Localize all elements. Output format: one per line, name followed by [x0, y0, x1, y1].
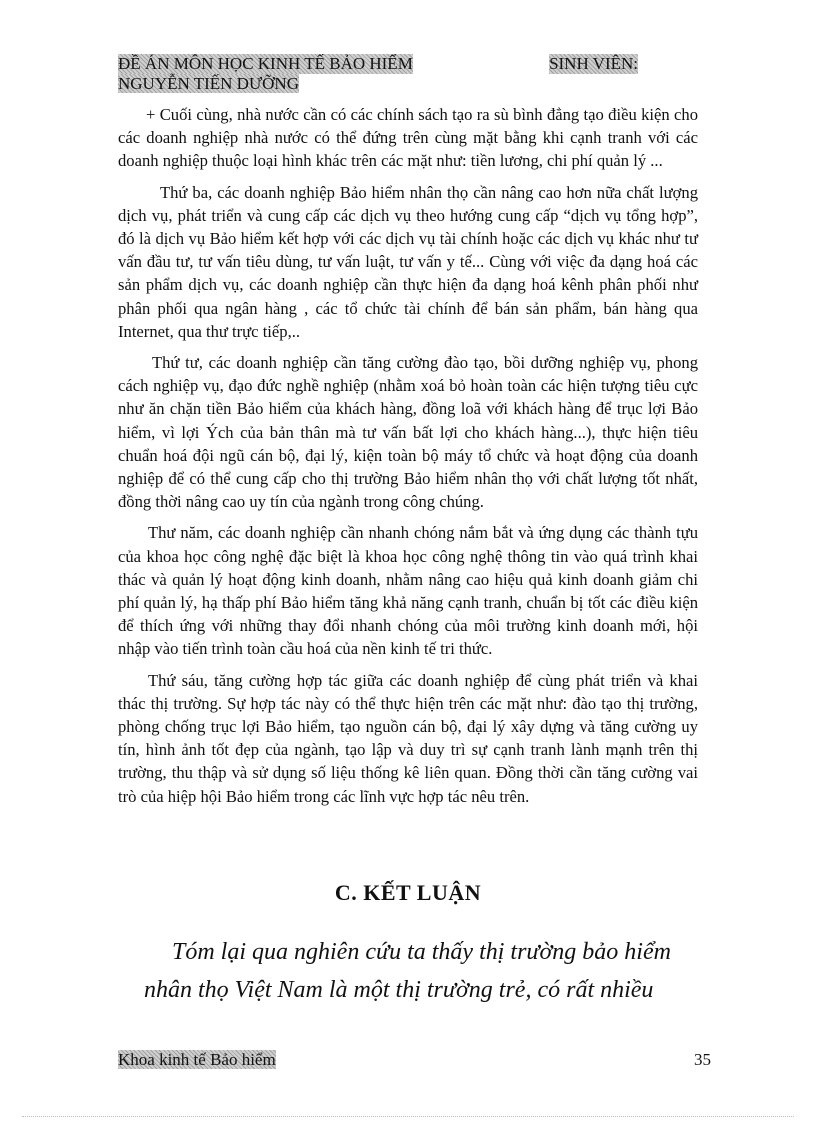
conclusion-text — [118, 933, 718, 1009]
document-title: ĐỀ ÁN MÔN HỌC KINH TẾ BẢO HIỂM — [118, 54, 413, 73]
body-text — [118, 103, 698, 808]
conclusion-line-1: Tóm lại qua nghiên cứu ta thấy thị trường bảo hiểm — [172, 939, 671, 965]
faculty-name: Khoa kinh tế Bảo hiểm — [118, 1050, 276, 1069]
paragraph-sixth: Thứ sáu, tăng cường hợp tác giữa các doanh nghiệp để cùng phát triển và khai thác thị trường. Sự hợp tác này có thể thực hiện trên các mặt như: đào tạo thị trường, phòng chống trục lợi Bảo hiểm, tạo nguồn cán bộ, đại lý xây dựng và tăng cường uy tín, hình ảnh tốt đẹp của ngành, tạo lập và duy trì sự cạnh tranh lành mạnh trên thị trường, thu thập và sử dụng số liệu thống kê liên quan. Đồng thời cần tăng cường vai trò của hiệp hội Bảo hiểm trong các lĩnh vực hợp tác nêu trên. — [118, 670, 698, 806]
paragraph-final-policy: + Cuối cùng, nhà nước cần có các chính sách tạo ra sù bình đẳng tạo điều kiện cho các doanh nghiệp nhà nước có thể đứng trên cùng mặt bằng khi cạnh tranh với các doanh nghiệp thuộc loại hình khác trên các mặt như: tiền lương, chi phí quản lý ... — [118, 105, 698, 171]
paragraph-fourth: Thứ tư, các doanh nghiệp cần tăng cường đào tạo, bồi dưỡng nghiệp vụ, phong cách nghiệp vụ, đạo đức nghề nghiệp (nhằm xoá bỏ hoàn toàn các hiện tượng tiêu cực như ăn chặn tiền Bảo hiểm của khách hàng, đồng loã với khách hàng để trục lợi Bảo hiểm, vì lợi Ých của bản thân mà tư vấn bất lợi cho khách hàng...), thực hiện tiêu chuẩn hoá đội ngũ cán bộ, đại lý, kiện toàn bộ máy tổ chức và hoạt động của doanh nghiệp để có thể cung cấp cho thị trường Bảo hiểm nhân thọ với chất lượng tốt nhất, đồng thời nâng cao uy tín của ngành trong công chúng. — [118, 353, 698, 512]
paragraph-fifth: Thư năm, các doanh nghiệp cần nhanh chóng nắm bắt và ứng dụng các thành tựu của khoa học công nghệ đặc biệt là khoa học công nghệ thông tin vào quá trình khai thác và quản lý hoạt động kinh doanh, nhằm nâng cao hiệu quả kinh doanh giảm chi phí quản lý, hạ thấp phí Bảo hiểm tăng khả năng cạnh tranh, chuẩn bị tốt các điều kiện để thích ứng với những thay đổi nhanh chóng của môi trường kinh doanh mới, hội nhập vào tiến trình toàn cầu hoá của nền kinh tế tri thức. — [118, 523, 698, 659]
student-label: SINH VIÊN: — [549, 54, 638, 73]
header-line-2 — [118, 74, 638, 94]
header-line-1 — [118, 54, 638, 74]
paragraph-third: Thứ ba, các doanh nghiệp Bảo hiểm nhân thọ cần nâng cao hơn nữa chất lượng dịch vụ, phát triển và cung cấp các dịch vụ theo hướng cung cấp “dịch vụ tổng hợp”, đó là dịch vụ Bảo hiểm kết hợp với các dịch vụ tài chính hoặc các dịch vụ khác như tư vấn đầu tư, tư vấn tiêu dùng, tư vấn luật, tư vấn y tế... Cùng với việc đa dạng hoá các sản phẩm dịch vụ, các doanh nghiệp cần thực hiện đa dạng hoá kênh phân phối như phân phối qua ngân hàng , các tổ chức tài chính để bán sản phẩm, bán hàng qua Internet, qua thư trực tiếp,.. — [118, 182, 698, 341]
page-number: 35 — [694, 1050, 711, 1069]
conclusion-line-2: nhân thọ Việt Nam là một thị trường trẻ, có rất nhiều — [144, 977, 654, 1003]
page-header — [118, 54, 638, 94]
student-name: NGUYỄN TIẾN DƯỠNG — [118, 74, 299, 93]
footer-faculty — [118, 1050, 276, 1070]
page-boundary-line — [22, 1116, 794, 1117]
section-heading: C. KẾT LUẬN — [334, 880, 482, 905]
